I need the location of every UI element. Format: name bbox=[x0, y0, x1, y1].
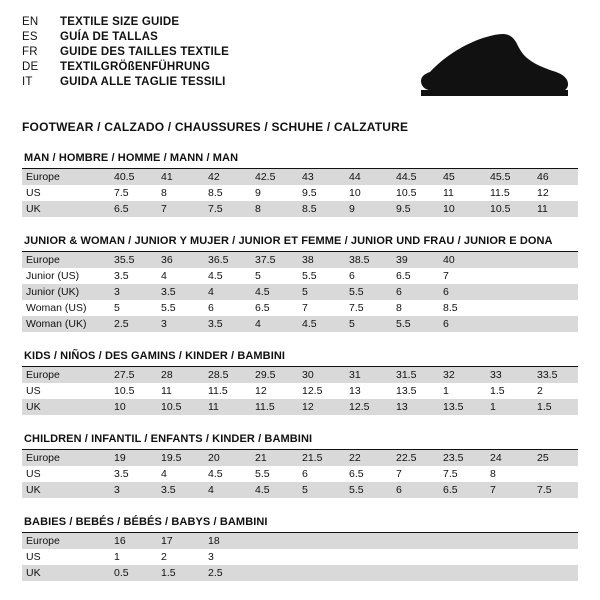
row-label: UK bbox=[22, 399, 108, 415]
table-row bbox=[22, 549, 578, 565]
size-cell: 6 bbox=[208, 302, 214, 314]
size-cell-empty bbox=[296, 549, 343, 565]
size-cell: 5.5 bbox=[343, 284, 390, 300]
size-cell: 21 bbox=[249, 450, 296, 466]
row-label: Junior (US) bbox=[26, 270, 80, 282]
row-label: UK bbox=[22, 565, 108, 581]
size-cell-empty bbox=[437, 565, 484, 581]
size-cell: 4 bbox=[161, 468, 167, 480]
table-row bbox=[22, 268, 578, 284]
table-row bbox=[22, 565, 578, 581]
language-code: FR bbox=[22, 46, 38, 58]
size-cell: 5 bbox=[296, 482, 343, 498]
size-cell: 6.5 bbox=[108, 201, 155, 217]
size-cell: 6 bbox=[437, 284, 484, 300]
size-cell: 1.5 bbox=[155, 565, 202, 581]
size-cell: 46 bbox=[531, 169, 578, 185]
size-cell: 1.5 bbox=[531, 399, 578, 415]
table-row bbox=[22, 284, 578, 300]
row-label: Europe bbox=[22, 450, 108, 466]
size-cell: 36 bbox=[155, 252, 202, 268]
table-row bbox=[22, 533, 578, 549]
group-junior-woman bbox=[22, 235, 578, 332]
size-cell: 11.5 bbox=[249, 399, 296, 415]
row-label: UK bbox=[22, 201, 108, 217]
size-cell: 31.5 bbox=[390, 367, 437, 383]
size-table-junior-woman bbox=[22, 252, 578, 332]
size-cell: 6.5 bbox=[396, 270, 411, 282]
footwear-section-title: FOOTWEAR / CALZADO / CHAUSSURES / SCHUHE / CALZATURE bbox=[22, 120, 409, 134]
size-cell: 7.5 bbox=[114, 187, 129, 199]
language-code: IT bbox=[22, 76, 33, 88]
language-row bbox=[22, 46, 229, 61]
language-row bbox=[22, 61, 229, 76]
row-label: UK bbox=[22, 482, 108, 498]
size-cell: 4 bbox=[202, 284, 249, 300]
size-cell: 30 bbox=[296, 367, 343, 383]
size-cell-empty bbox=[484, 284, 531, 300]
size-cell-empty bbox=[531, 533, 578, 549]
size-cell: 9.5 bbox=[302, 187, 317, 199]
size-cell: 2.5 bbox=[202, 565, 249, 581]
size-cell: 40.5 bbox=[108, 169, 155, 185]
size-cell: 12 bbox=[296, 399, 343, 415]
size-cell-empty bbox=[531, 300, 578, 316]
language-row bbox=[22, 16, 229, 31]
row-label: Europe bbox=[22, 169, 108, 185]
document-header bbox=[22, 16, 578, 108]
language-title: GUIDA ALLE TAGLIE TESSILI bbox=[60, 76, 226, 88]
table-row bbox=[22, 482, 578, 498]
size-cell: 3.5 bbox=[155, 284, 202, 300]
size-cell: 2.5 bbox=[108, 316, 155, 332]
size-cell: 13 bbox=[349, 385, 361, 397]
table-row bbox=[22, 367, 578, 383]
size-cell: 4.5 bbox=[296, 316, 343, 332]
size-cell: 6 bbox=[390, 482, 437, 498]
size-cell: 1 bbox=[484, 399, 531, 415]
size-cell: 42.5 bbox=[249, 169, 296, 185]
size-cell: 29.5 bbox=[249, 367, 296, 383]
size-cell-empty bbox=[531, 565, 578, 581]
size-cell: 3 bbox=[155, 316, 202, 332]
size-cell: 5.5 bbox=[255, 468, 270, 480]
size-cell-empty bbox=[249, 565, 296, 581]
size-cell: 7.5 bbox=[531, 482, 578, 498]
size-cell: 33 bbox=[484, 367, 531, 383]
size-cell-empty bbox=[531, 549, 578, 565]
size-cell: 4 bbox=[161, 270, 167, 282]
size-cell: 10.5 bbox=[484, 201, 531, 217]
language-title: TEXTILGRÖßENFÜHRUNG bbox=[60, 61, 211, 73]
table-row bbox=[22, 316, 578, 332]
size-cell: 18 bbox=[202, 533, 249, 549]
size-cell: 11.5 bbox=[208, 385, 228, 397]
size-cell: 3 bbox=[208, 551, 214, 563]
size-table-children bbox=[22, 450, 578, 498]
size-cell: 33.5 bbox=[531, 367, 578, 383]
size-cell: 7.5 bbox=[202, 201, 249, 217]
size-cell-empty bbox=[531, 466, 578, 482]
size-cell: 4.5 bbox=[249, 482, 296, 498]
size-cell: 31 bbox=[343, 367, 390, 383]
size-cell: 25 bbox=[531, 450, 578, 466]
size-cell: 24 bbox=[484, 450, 531, 466]
size-cell: 1 bbox=[114, 551, 120, 563]
size-cell-empty bbox=[531, 316, 578, 332]
language-title: GUIDE DES TAILLES TEXTILE bbox=[60, 46, 229, 58]
table-row bbox=[22, 252, 578, 268]
size-cell: 5.5 bbox=[302, 270, 317, 282]
size-cell: 8 bbox=[490, 468, 496, 480]
size-cell: 6 bbox=[437, 316, 484, 332]
size-cell: 38.5 bbox=[343, 252, 390, 268]
size-cell: 5 bbox=[114, 302, 120, 314]
language-title-list bbox=[22, 16, 229, 91]
size-cell: 20 bbox=[202, 450, 249, 466]
size-cell: 6 bbox=[302, 468, 308, 480]
size-cell-empty bbox=[531, 268, 578, 284]
group-title: KIDS / NIÑOS / DES GAMINS / KINDER / BAMBINI bbox=[22, 350, 578, 367]
language-row bbox=[22, 76, 229, 91]
language-code: EN bbox=[22, 16, 39, 28]
size-cell: 8 bbox=[161, 187, 167, 199]
dress-shoe-silhouette-icon bbox=[385, 28, 570, 108]
size-cell: 16 bbox=[108, 533, 155, 549]
size-cell: 6 bbox=[390, 284, 437, 300]
size-cell: 2 bbox=[161, 551, 167, 563]
size-cell-empty bbox=[390, 565, 437, 581]
table-row bbox=[22, 383, 578, 399]
row-label: Europe bbox=[22, 533, 108, 549]
size-cell: 13.5 bbox=[437, 399, 484, 415]
size-cell: 4.5 bbox=[249, 284, 296, 300]
size-cell: 28 bbox=[155, 367, 202, 383]
size-cell: 21.5 bbox=[296, 450, 343, 466]
size-cell: 9 bbox=[343, 201, 390, 217]
row-label: US bbox=[26, 385, 41, 397]
size-cell: 35.5 bbox=[108, 252, 155, 268]
size-cell: 10 bbox=[437, 201, 484, 217]
size-cell-empty bbox=[296, 533, 343, 549]
size-cell: 5 bbox=[343, 316, 390, 332]
size-cell: 45.5 bbox=[484, 169, 531, 185]
size-cell: 2 bbox=[537, 385, 543, 397]
size-cell: 6.5 bbox=[255, 302, 270, 314]
size-cell: 10.5 bbox=[114, 385, 135, 397]
size-cell: 43 bbox=[296, 169, 343, 185]
size-cell: 3.5 bbox=[155, 482, 202, 498]
size-cell: 28.5 bbox=[202, 367, 249, 383]
size-cell: 11 bbox=[443, 187, 454, 199]
size-cell-empty bbox=[437, 549, 484, 565]
size-cell: 5.5 bbox=[343, 482, 390, 498]
size-cell: 27.5 bbox=[108, 367, 155, 383]
group-babies bbox=[22, 516, 578, 581]
size-cell: 4 bbox=[249, 316, 296, 332]
size-cell: 3 bbox=[108, 284, 155, 300]
size-cell: 5 bbox=[255, 270, 261, 282]
size-cell: 5.5 bbox=[390, 316, 437, 332]
size-cell: 7 bbox=[484, 482, 531, 498]
size-cell-empty bbox=[484, 549, 531, 565]
language-row bbox=[22, 31, 229, 46]
size-cell-empty bbox=[249, 533, 296, 549]
row-label: Woman (US) bbox=[26, 302, 87, 314]
size-cell-empty bbox=[484, 268, 531, 284]
table-row bbox=[22, 450, 578, 466]
size-cell: 1 bbox=[443, 385, 449, 397]
size-cell: 10.5 bbox=[396, 187, 417, 199]
size-cell: 44.5 bbox=[390, 169, 437, 185]
size-cell: 9 bbox=[255, 187, 261, 199]
size-cell: 3.5 bbox=[114, 468, 129, 480]
size-cell-empty bbox=[484, 300, 531, 316]
size-cell: 7 bbox=[396, 468, 402, 480]
group-title: BABIES / BEBÉS / BÉBÉS / BABYS / BAMBINI bbox=[22, 516, 578, 533]
group-title: CHILDREN / INFANTIL / ENFANTS / KINDER / BAMBINI bbox=[22, 433, 578, 450]
table-row bbox=[22, 169, 578, 185]
size-cell: 6.5 bbox=[349, 468, 364, 480]
size-cell: 23.5 bbox=[437, 450, 484, 466]
size-cell: 44 bbox=[343, 169, 390, 185]
size-cell: 11 bbox=[202, 399, 249, 415]
size-cell-empty bbox=[343, 533, 390, 549]
table-row bbox=[22, 201, 578, 217]
row-label: US bbox=[26, 551, 41, 563]
size-cell: 7 bbox=[443, 270, 449, 282]
size-cell: 8.5 bbox=[208, 187, 223, 199]
size-cell: 36.5 bbox=[202, 252, 249, 268]
size-cell: 7.5 bbox=[349, 302, 364, 314]
group-children bbox=[22, 433, 578, 498]
size-cell: 12.5 bbox=[302, 385, 323, 397]
table-row bbox=[22, 399, 578, 415]
size-cell-empty bbox=[484, 533, 531, 549]
size-cell: 19.5 bbox=[155, 450, 202, 466]
size-cell: 4.5 bbox=[208, 468, 223, 480]
size-cell: 12 bbox=[255, 385, 267, 397]
size-cell-empty bbox=[343, 565, 390, 581]
size-cell: 17 bbox=[155, 533, 202, 549]
size-cell: 12.5 bbox=[343, 399, 390, 415]
size-cell: 5 bbox=[296, 284, 343, 300]
size-cell: 1.5 bbox=[490, 385, 505, 397]
size-table-man bbox=[22, 169, 578, 217]
size-cell: 38 bbox=[296, 252, 343, 268]
table-row bbox=[22, 300, 578, 316]
size-cell: 0.5 bbox=[108, 565, 155, 581]
size-cell: 3.5 bbox=[114, 270, 129, 282]
group-man bbox=[22, 152, 578, 217]
size-cell: 8.5 bbox=[443, 302, 458, 314]
size-cell-empty bbox=[390, 533, 437, 549]
size-cell: 4.5 bbox=[208, 270, 223, 282]
size-cell: 22.5 bbox=[390, 450, 437, 466]
size-table-babies bbox=[22, 533, 578, 581]
size-cell: 40 bbox=[437, 252, 484, 268]
row-label: US bbox=[26, 187, 41, 199]
group-kids bbox=[22, 350, 578, 415]
row-label: Europe bbox=[22, 252, 108, 268]
size-cell-empty bbox=[484, 252, 531, 268]
size-cell: 8 bbox=[249, 201, 296, 217]
language-title: GUÍA DE TALLAS bbox=[60, 31, 158, 43]
size-cell: 45 bbox=[437, 169, 484, 185]
row-label: Europe bbox=[22, 367, 108, 383]
table-row bbox=[22, 185, 578, 201]
size-cell: 32 bbox=[437, 367, 484, 383]
size-cell: 41 bbox=[155, 169, 202, 185]
language-title: TEXTILE SIZE GUIDE bbox=[60, 16, 180, 28]
language-code: ES bbox=[22, 31, 38, 43]
size-cell: 8.5 bbox=[296, 201, 343, 217]
size-cell: 11 bbox=[531, 201, 578, 217]
size-cell: 42 bbox=[202, 169, 249, 185]
size-cell-empty bbox=[249, 549, 296, 565]
size-cell: 10 bbox=[349, 187, 361, 199]
size-cell: 11.5 bbox=[490, 187, 510, 199]
size-cell: 13.5 bbox=[396, 385, 417, 397]
size-cell-empty bbox=[390, 549, 437, 565]
size-cell: 9.5 bbox=[390, 201, 437, 217]
size-cell-empty bbox=[531, 252, 578, 268]
size-cell-empty bbox=[296, 565, 343, 581]
size-cell: 11 bbox=[161, 385, 172, 397]
size-cell: 6.5 bbox=[437, 482, 484, 498]
size-cell: 7 bbox=[302, 302, 308, 314]
size-cell: 7.5 bbox=[443, 468, 458, 480]
size-cell: 6 bbox=[349, 270, 355, 282]
table-row bbox=[22, 466, 578, 482]
row-label: Woman (UK) bbox=[22, 316, 108, 332]
group-title: MAN / HOMBRE / HOMME / MANN / MAN bbox=[22, 152, 578, 169]
size-cell-empty bbox=[343, 549, 390, 565]
size-cell: 22 bbox=[343, 450, 390, 466]
size-cell: 10.5 bbox=[155, 399, 202, 415]
size-cell: 13 bbox=[390, 399, 437, 415]
size-cell: 19 bbox=[108, 450, 155, 466]
row-label: US bbox=[26, 468, 41, 480]
size-cell: 10 bbox=[108, 399, 155, 415]
size-cell: 3 bbox=[108, 482, 155, 498]
size-cell: 3.5 bbox=[202, 316, 249, 332]
size-table-kids bbox=[22, 367, 578, 415]
size-cell: 12 bbox=[537, 187, 549, 199]
size-cell: 7 bbox=[155, 201, 202, 217]
size-cell-empty bbox=[484, 316, 531, 332]
size-cell-empty bbox=[531, 284, 578, 300]
size-cell-empty bbox=[484, 565, 531, 581]
size-cell: 39 bbox=[390, 252, 437, 268]
size-cell-empty bbox=[437, 533, 484, 549]
group-title: JUNIOR & WOMAN / JUNIOR Y MUJER / JUNIOR ET FEMME / JUNIOR UND FRAU / JUNIOR E DONA bbox=[22, 235, 578, 252]
size-cell: 5.5 bbox=[161, 302, 176, 314]
row-label: Junior (UK) bbox=[22, 284, 108, 300]
size-cell: 8 bbox=[396, 302, 402, 314]
size-cell: 37.5 bbox=[249, 252, 296, 268]
language-code: DE bbox=[22, 61, 39, 73]
size-cell: 4 bbox=[202, 482, 249, 498]
